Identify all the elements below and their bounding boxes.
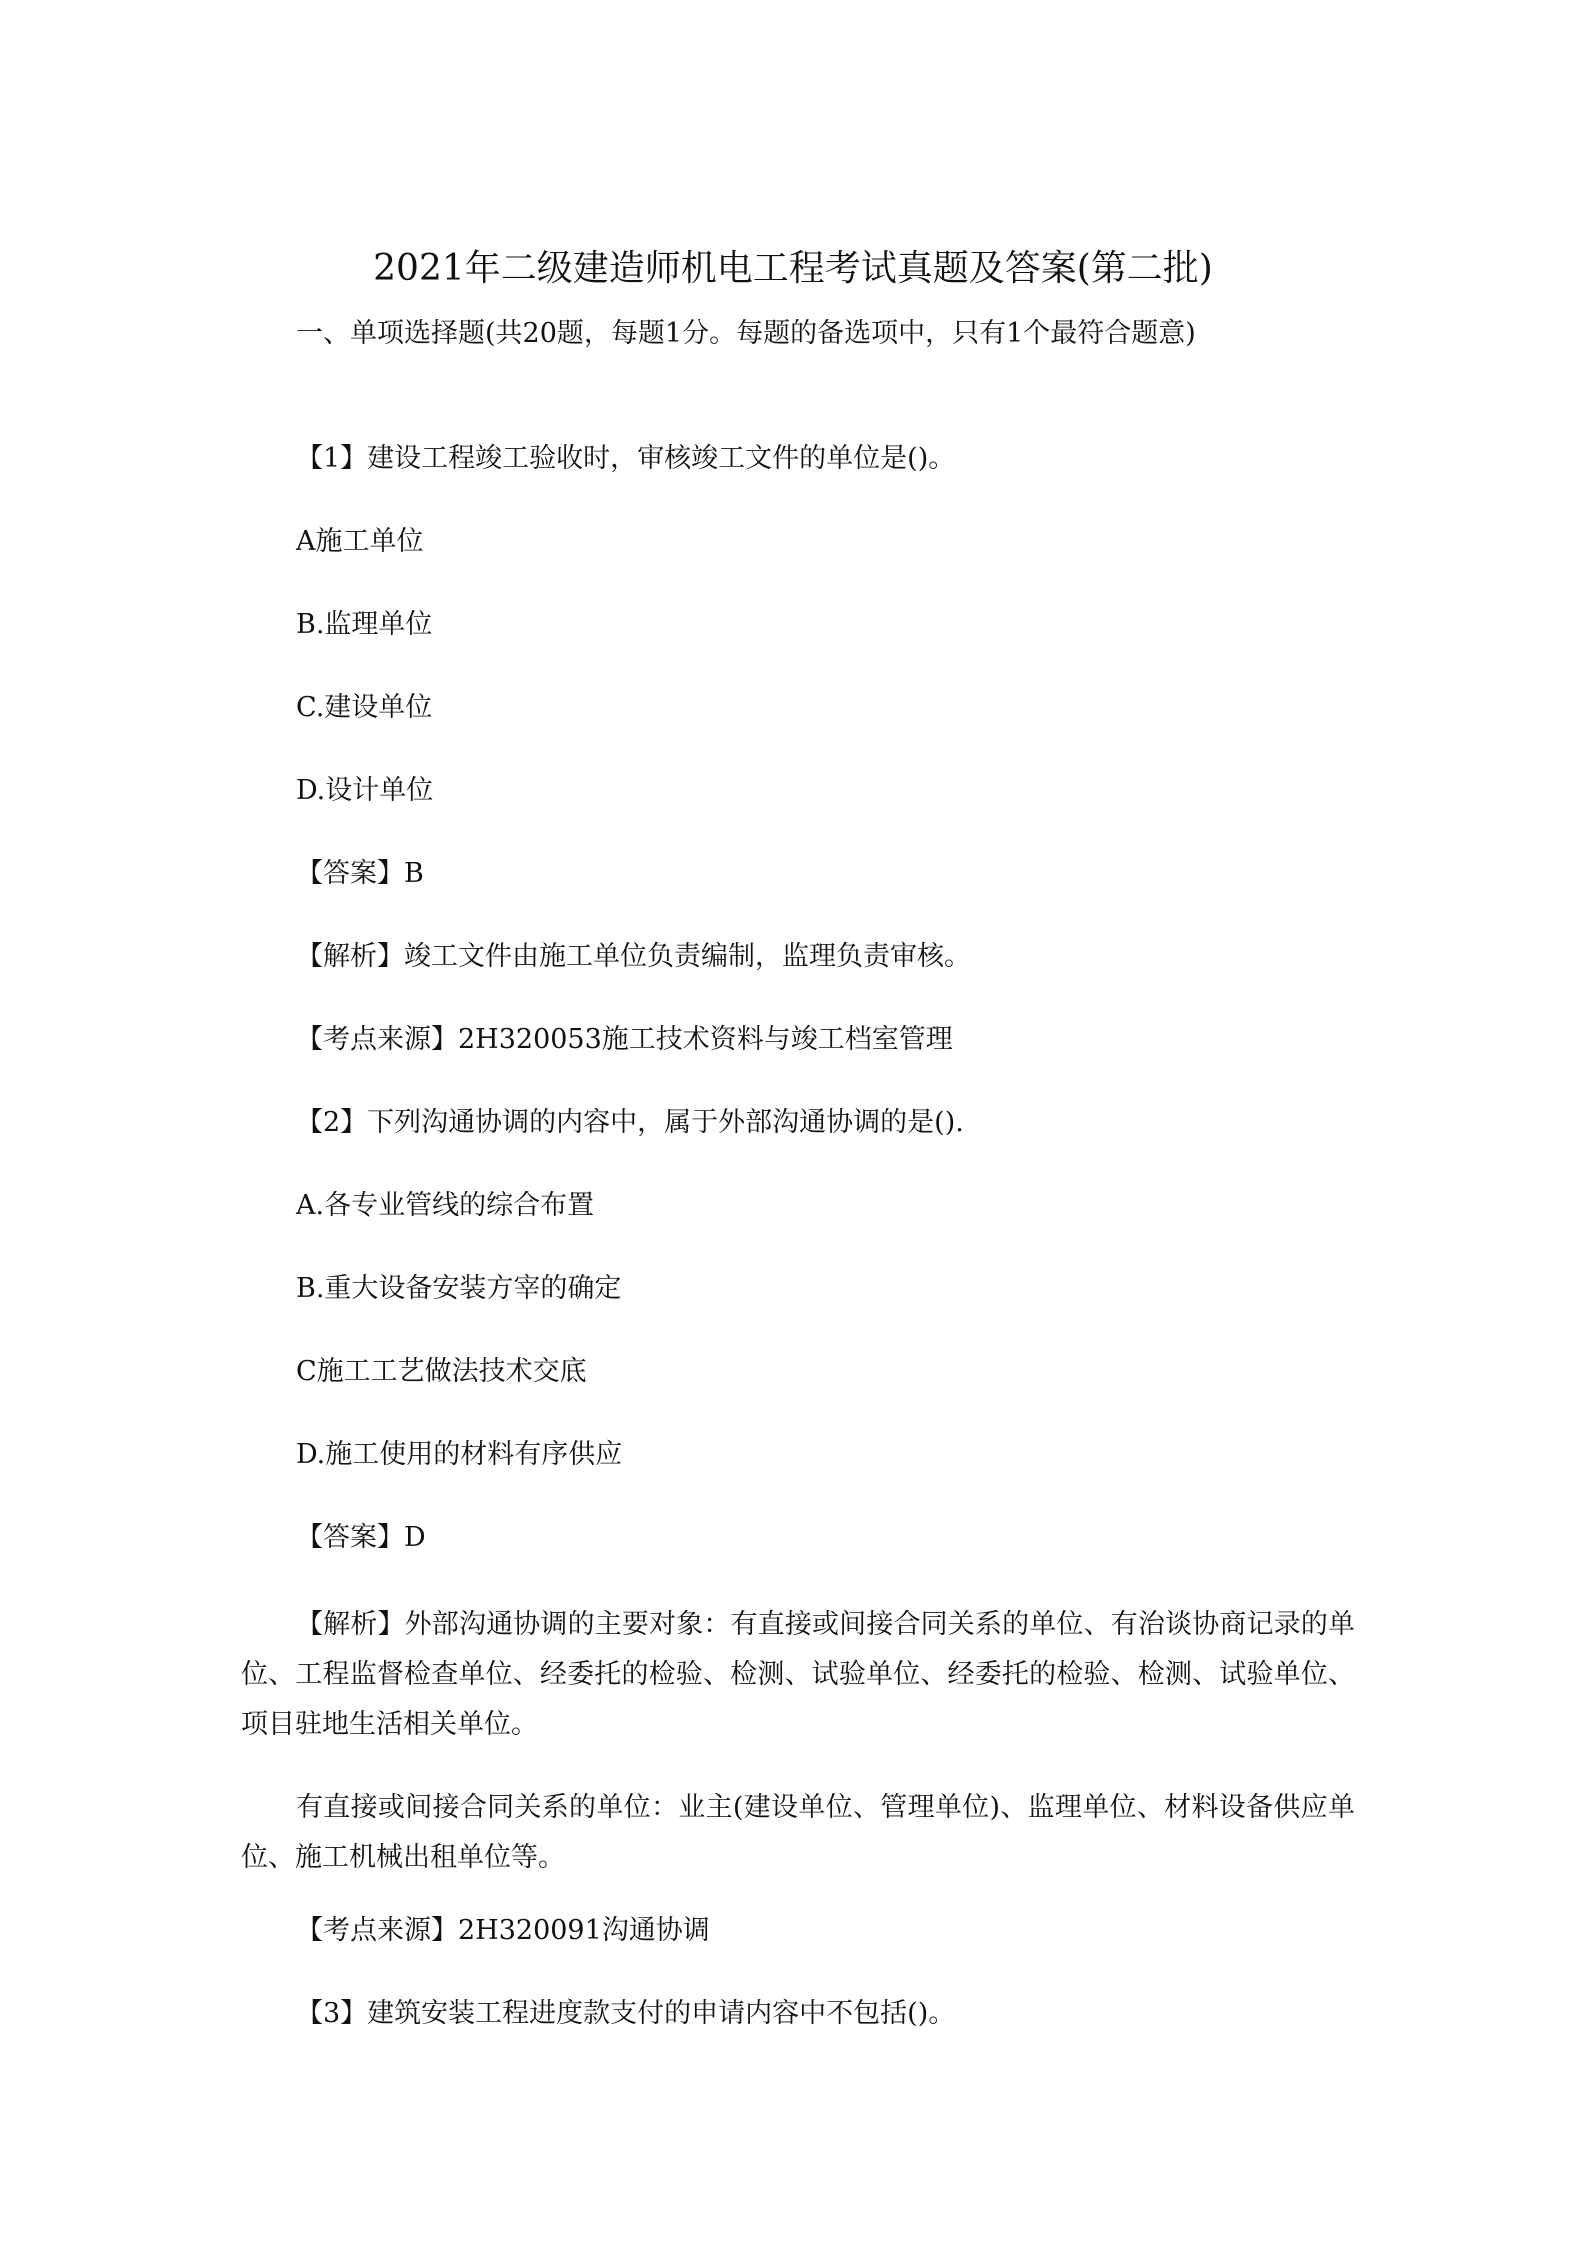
- q1-stem: 【1】建设工程竣工验收时，审核竣工文件的单位是()。: [296, 443, 956, 474]
- q3-stem: 【3】建筑安装工程进度款支付的申请内容中不包括()。: [296, 1998, 956, 2029]
- q1-analysis: 【解析】竣工文件由施工单位负责编制，监理负责审核。: [296, 941, 971, 972]
- q2-stem: 【2】下列沟通协调的内容中，属于外部沟通协调的是().: [296, 1107, 964, 1138]
- section-heading: 一、单项选择题(共20题，每题1分。每题的备选项中，只有1个最符合题意): [296, 318, 1196, 349]
- q2-option-c: C施工工艺做法技术交底: [296, 1356, 587, 1387]
- q1-option-d: D.设计单位: [296, 775, 434, 806]
- q2-option-a: A.各专业管线的综合布置: [296, 1190, 595, 1221]
- q2-source: 【考点来源】2H320091沟通协调: [296, 1915, 710, 1946]
- q2-analysis-paragraph-2: 有直接或间接合同关系的单位：业主(建设单位、管理单位)、监理单位、材料设备供应单位、施工机械出租单位等。: [241, 1792, 1355, 1873]
- q2-analysis-paragraph: 【解析】外部沟通协调的主要对象：有直接或间接合同关系的单位、有治谈协商记录的单位、工程监督检查单位、经委托的检验、检测、试验单位、经委托的检验、检测、试验单位、项目驻地生活相关单位。: [241, 1609, 1355, 1740]
- q1-option-b: B.监理单位: [296, 609, 433, 640]
- q1-answer: 【答案】B: [296, 858, 424, 889]
- q2-option-b: B.重大设备安装方宰的确定: [296, 1273, 622, 1304]
- q2-answer: 【答案】D: [296, 1522, 426, 1553]
- q1-option-c: C.建设单位: [296, 692, 433, 723]
- document-title: 2021年二级建造师机电工程考试真题及答案(第二批): [373, 248, 1213, 289]
- q1-source: 【考点来源】2H320053施工技术资料与竣工档室管理: [296, 1024, 953, 1055]
- q1-option-a: A施工单位: [296, 526, 424, 557]
- q2-option-d: D.施工使用的材料有序供应: [296, 1439, 623, 1470]
